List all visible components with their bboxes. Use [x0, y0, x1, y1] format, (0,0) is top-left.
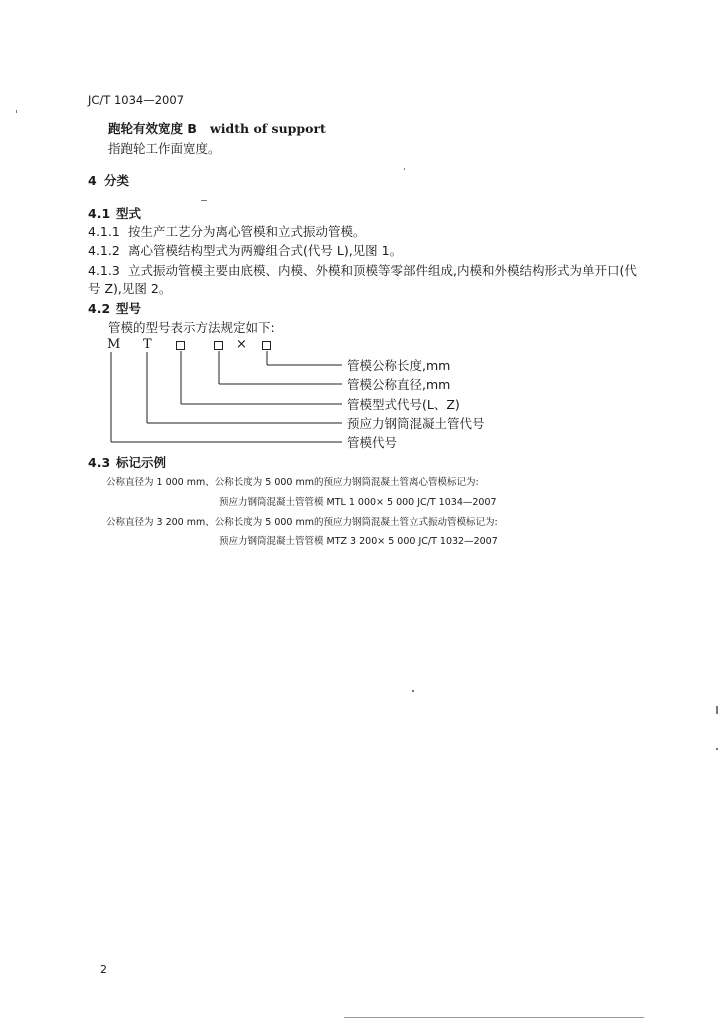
section-4-1-number: 4.1 [88, 206, 111, 221]
scan-artifact [16, 110, 17, 113]
section-4-title: 分类 [104, 173, 130, 188]
section-4-1-3-text-line2: 号 Z),见图 2。 [88, 281, 172, 296]
example-2-marking: 预应力钢筒混凝土管管模 MTZ 3 200× 5 000 JC/T 1032—2007 [219, 536, 498, 547]
scan-artifact [404, 168, 405, 170]
section-4-1-2-number: 4.1.2 [88, 243, 120, 258]
section-4-1-1-number: 4.1.1 [88, 224, 120, 239]
model-label-type: 管模型式代号(L、Z) [347, 397, 460, 412]
model-symbol-multiply: × [236, 337, 247, 352]
model-label-length: 管模公称长度,mm [347, 358, 451, 373]
page-number: 2 [100, 963, 107, 976]
section-4-2-number: 4.2 [88, 301, 111, 316]
model-symbol-m: M [107, 337, 121, 352]
section-4-3-number: 4.3 [88, 455, 111, 470]
model-label-diameter: 管模公称直径,mm [347, 377, 451, 392]
scan-artifact [716, 706, 718, 714]
standard-code-header: JC/T 1034—2007 [88, 93, 185, 107]
section-4-1-1-text: 按生产工艺分为离心管模和立式振动管模。 [128, 224, 366, 239]
model-symbol-t: T [143, 337, 152, 352]
model-label-mold: 管模代号 [347, 435, 398, 450]
section-4-1-3-number: 4.1.3 [88, 263, 120, 278]
example-1-marking: 预应力钢筒混凝土管管模 MTL 1 000× 5 000 JC/T 1034—2007 [219, 497, 497, 508]
section-4-1-2-text: 离心管模结构型式为两瓣组合式(代号 L),见图 1。 [128, 243, 403, 258]
scan-artifact [201, 200, 207, 201]
term-title: 跑轮有效宽度 B [108, 121, 197, 136]
example-2-description: 公称直径为 3 200 mm、公称长度为 5 000 mm的预应力钢筒混凝土管立式振动管模标记为: [106, 517, 498, 528]
term-english: width of support [210, 121, 326, 136]
section-4-1-3-text-line1: 立式振动管模主要由底模、内模、外模和顶模等零部件组成,内模和外模结构形式为单开口(代 [128, 263, 637, 278]
scan-artifact [412, 690, 414, 692]
scan-edge-line [344, 1017, 644, 1018]
section-4-1-title: 型式 [116, 206, 142, 221]
term-definition: 指跑轮工作面宽度。 [108, 141, 221, 156]
model-label-pccp: 预应力钢筒混凝土管代号 [347, 416, 485, 431]
section-4-number: 4 [88, 173, 97, 188]
scan-artifact [716, 748, 718, 750]
model-notation-intro: 管模的型号表示方法规定如下: [108, 320, 275, 335]
example-1-description: 公称直径为 1 000 mm、公称长度为 5 000 mm的预应力钢筒混凝土管离心管模标记为: [106, 477, 479, 488]
section-4-2-title: 型号 [116, 301, 142, 316]
section-4-3-title: 标记示例 [116, 455, 167, 470]
